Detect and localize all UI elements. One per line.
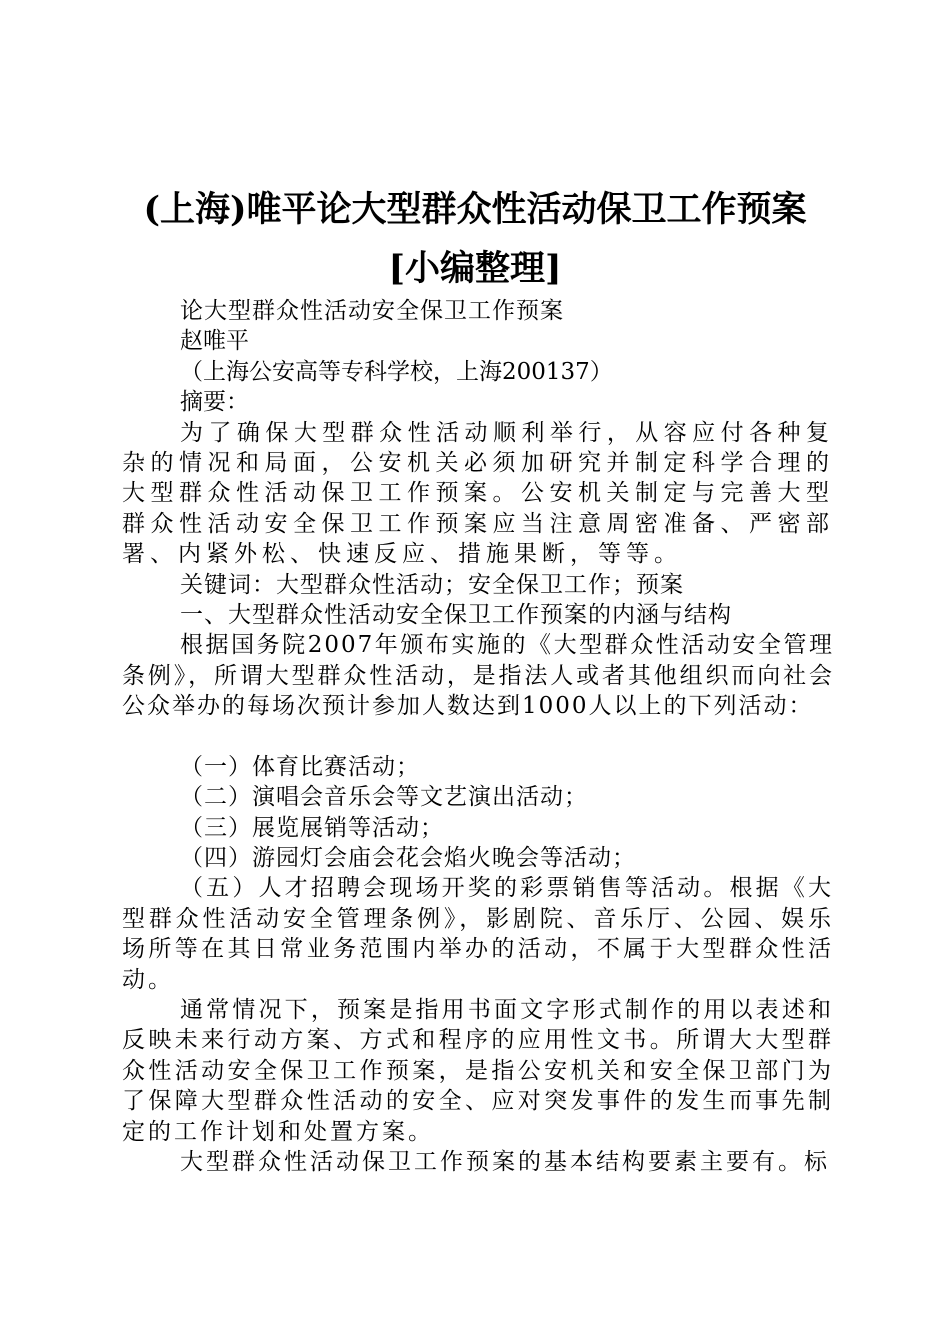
keywords-line: 关键词：大型群众性活动；安全保卫工作；预案 xyxy=(180,571,684,598)
article-title: 论大型群众性活动安全保卫工作预案 xyxy=(180,298,564,324)
list-item: （一）体育比赛活动； xyxy=(180,753,420,780)
author-affiliation: （上海公安高等专科学校，上海200137） xyxy=(180,358,613,385)
list-item: （五）人才招聘会现场开奖的彩票销售等活动。根据《大型群众性活动安全管理条例》，影剧院、音乐厅、公园、娱乐场所等在其日常业务范围内举办的活动，不属于大型群众性活动。 xyxy=(122,875,834,993)
document-title: (上海)唯平论大型群众性活动保卫工作预案 xyxy=(143,189,807,230)
list-item: （二）演唱会音乐会等文艺演出活动； xyxy=(180,784,588,811)
author-name: 赵唯平 xyxy=(180,328,249,355)
abstract-heading: 摘要： xyxy=(180,389,249,416)
abstract-paragraph: 为了确保大型群众性活动顺利举行，从容应付各种复杂的情况和局面，公安机关必须加研究并制定科学合理的大型群众性活动保卫工作预案。公安机关制定与完善大型群众性活动安全保卫工作预案应当注意周密准备、严密部署、内紧外松、快速反应、措施果断，等等。 xyxy=(122,419,834,568)
body-paragraph: 通常情况下，预案是指用书面文字形式制作的用以表述和反映未来行动方案、方式和程序的应用性文书。所谓大大型群众性活动安全保卫工作预案，是指公安机关和安全保卫部门为了保障大型群众性活动的安全、应对突发事件的发生而事先制定的工作计划和处置方案。 xyxy=(122,996,834,1145)
document-title-suffix: [小编整理] xyxy=(388,248,562,289)
body-paragraph: 大型群众性活动保卫工作预案的基本结构要素主要有。标 xyxy=(180,1148,830,1175)
section-heading: 一、大型群众性活动安全保卫工作预案的内涵与结构 xyxy=(180,602,732,629)
body-paragraph: 根据国务院2007年颁布实施的《大型群众性活动安全管理条例》，所谓大型群众性活动，是指法人或者其他组织而向社会公众举办的每场次预计参加人数达到1000人以上的下列活动： xyxy=(122,632,834,720)
document-body xyxy=(122,296,834,1177)
list-item: （三）展览展销等活动； xyxy=(180,814,444,841)
list-item: （四）游园灯会庙会花会焰火晚会等活动； xyxy=(180,844,636,871)
